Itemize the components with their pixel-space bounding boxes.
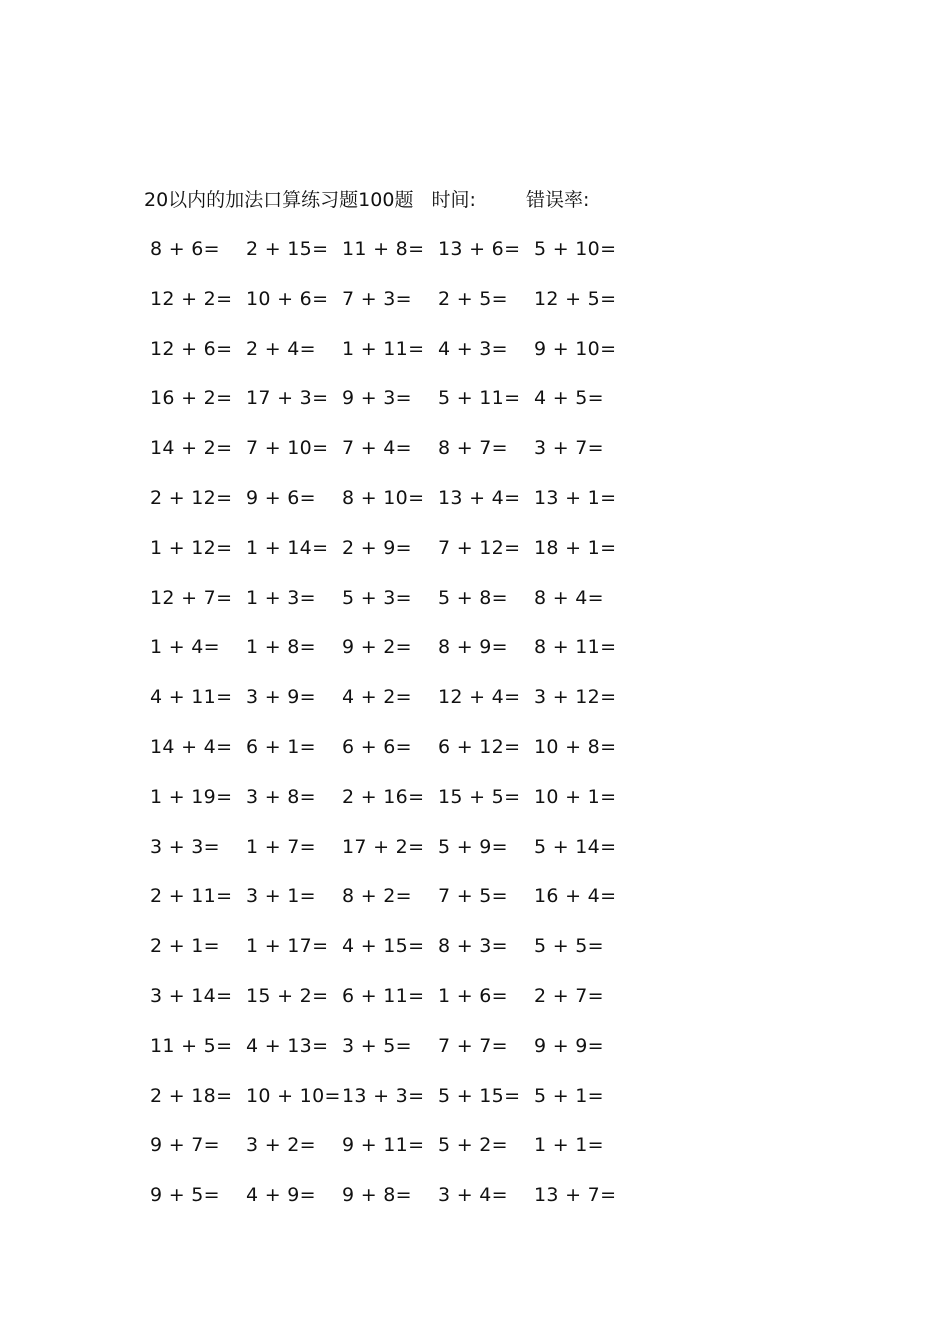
- problem-item: 8 + 9=: [438, 636, 508, 659]
- problem-item: 16 + 2=: [150, 387, 233, 410]
- problem-item: 10 + 10=: [246, 1084, 341, 1107]
- problem-item: 12 + 7=: [150, 586, 233, 609]
- problem-item: 9 + 9=: [534, 1034, 604, 1057]
- problem-item: 2 + 18=: [150, 1084, 233, 1107]
- problem-item: 3 + 2=: [246, 1134, 316, 1157]
- problem-row: [150, 730, 630, 780]
- problem-item: 12 + 6=: [150, 337, 233, 360]
- problem-item: 16 + 4=: [534, 885, 617, 908]
- problem-item: 1 + 3=: [246, 586, 316, 609]
- problem-item: 1 + 7=: [246, 835, 316, 858]
- problem-item: 2 + 4=: [246, 337, 316, 360]
- problem-item: 7 + 7=: [438, 1034, 508, 1057]
- problem-item: 2 + 7=: [534, 984, 604, 1007]
- problem-item: 1 + 12=: [150, 536, 233, 559]
- problem-item: 4 + 3=: [438, 337, 508, 360]
- problem-item: 5 + 9=: [438, 835, 508, 858]
- worksheet-title: 20以内的加法口算练习题100题: [144, 189, 414, 211]
- problem-item: 9 + 10=: [534, 337, 617, 360]
- problem-item: 8 + 2=: [342, 885, 412, 908]
- problem-item: 7 + 10=: [246, 437, 329, 460]
- problem-item: 1 + 17=: [246, 935, 329, 958]
- problem-item: 15 + 5=: [438, 785, 521, 808]
- problem-item: 7 + 3=: [342, 287, 412, 310]
- problem-item: 5 + 8=: [438, 586, 508, 609]
- problem-item: 5 + 5=: [534, 935, 604, 958]
- problem-item: 8 + 7=: [438, 437, 508, 460]
- problem-row: [150, 630, 630, 680]
- problem-item: 7 + 4=: [342, 437, 412, 460]
- problem-row: [150, 680, 630, 730]
- problem-item: 9 + 8=: [342, 1184, 412, 1207]
- problem-item: 5 + 10=: [534, 238, 617, 260]
- problem-item: 12 + 4=: [438, 686, 521, 709]
- problem-row: [150, 232, 630, 282]
- problem-item: 10 + 6=: [246, 287, 329, 310]
- problem-item: 8 + 6=: [150, 238, 220, 260]
- problem-row: [150, 1128, 630, 1178]
- problem-item: 3 + 12=: [534, 686, 617, 709]
- problem-item: 4 + 2=: [342, 686, 412, 709]
- problem-item: 2 + 9=: [342, 536, 412, 559]
- problem-item: 2 + 11=: [150, 885, 233, 908]
- problem-item: 4 + 11=: [150, 686, 233, 709]
- problem-item: 3 + 8=: [246, 785, 316, 808]
- problem-item: 13 + 7=: [534, 1184, 617, 1207]
- problem-item: 9 + 7=: [150, 1134, 220, 1157]
- problem-item: 5 + 1=: [534, 1084, 604, 1107]
- problem-item: 13 + 1=: [534, 486, 617, 509]
- problem-row: [150, 431, 630, 481]
- problem-item: 3 + 7=: [534, 437, 604, 460]
- problem-item: 9 + 5=: [150, 1184, 220, 1207]
- worksheet-header: [144, 186, 589, 214]
- problem-item: 3 + 14=: [150, 984, 233, 1007]
- problem-item: 15 + 2=: [246, 984, 329, 1007]
- problem-row: [150, 332, 630, 382]
- problem-item: 1 + 1=: [534, 1134, 604, 1157]
- problem-item: 13 + 6=: [438, 238, 521, 260]
- problem-item: 2 + 16=: [342, 785, 425, 808]
- problem-item: 3 + 3=: [150, 835, 220, 858]
- problem-row: [150, 830, 630, 880]
- problem-item: 8 + 3=: [438, 935, 508, 958]
- problem-row: [150, 581, 630, 631]
- problem-item: 8 + 4=: [534, 586, 604, 609]
- problem-row: [150, 979, 630, 1029]
- problem-item: 3 + 4=: [438, 1184, 508, 1207]
- problem-row: [150, 929, 630, 979]
- problem-item: 3 + 1=: [246, 885, 316, 908]
- error-rate-label: 错误率:: [525, 189, 590, 211]
- problem-row: [150, 282, 630, 332]
- problem-item: 10 + 1=: [534, 785, 617, 808]
- problem-item: 11 + 5=: [150, 1034, 233, 1057]
- problem-row: [150, 780, 630, 830]
- problem-item: 10 + 8=: [534, 735, 617, 758]
- problem-row: [150, 879, 630, 929]
- time-label: 时间:: [431, 189, 476, 211]
- problem-item: 2 + 5=: [438, 287, 508, 310]
- problem-item: 6 + 11=: [342, 984, 425, 1007]
- problem-row: [150, 531, 630, 581]
- problem-item: 1 + 8=: [246, 636, 316, 659]
- problem-item: 4 + 13=: [246, 1034, 329, 1057]
- problem-row: [150, 1178, 630, 1228]
- problem-item: 7 + 5=: [438, 885, 508, 908]
- problem-item: 1 + 11=: [342, 337, 425, 360]
- problem-item: 4 + 5=: [534, 387, 604, 410]
- problem-item: 6 + 1=: [246, 735, 316, 758]
- problem-item: 14 + 4=: [150, 735, 233, 758]
- problem-item: 5 + 2=: [438, 1134, 508, 1157]
- problem-item: 1 + 4=: [150, 636, 220, 659]
- problem-item: 3 + 5=: [342, 1034, 412, 1057]
- problem-item: 14 + 2=: [150, 437, 233, 460]
- problem-item: 1 + 6=: [438, 984, 508, 1007]
- problem-item: 9 + 6=: [246, 486, 316, 509]
- problem-item: 18 + 1=: [534, 536, 617, 559]
- problem-item: 5 + 14=: [534, 835, 617, 858]
- problem-item: 11 + 8=: [342, 238, 425, 260]
- problem-item: 6 + 6=: [342, 735, 412, 758]
- problem-item: 9 + 11=: [342, 1134, 425, 1157]
- problem-item: 17 + 2=: [342, 835, 425, 858]
- problem-item: 12 + 2=: [150, 287, 233, 310]
- problem-item: 2 + 12=: [150, 486, 233, 509]
- problem-item: 12 + 5=: [534, 287, 617, 310]
- problem-item: 3 + 9=: [246, 686, 316, 709]
- problem-item: 2 + 1=: [150, 935, 220, 958]
- problem-row: [150, 481, 630, 531]
- problem-item: 9 + 2=: [342, 636, 412, 659]
- problem-item: 5 + 3=: [342, 586, 412, 609]
- problem-item: 1 + 14=: [246, 536, 329, 559]
- problem-item: 8 + 11=: [534, 636, 617, 659]
- problem-item: 4 + 15=: [342, 935, 425, 958]
- problem-item: 17 + 3=: [246, 387, 329, 410]
- problem-item: 13 + 4=: [438, 486, 521, 509]
- problem-grid: [150, 232, 630, 1228]
- problem-item: 1 + 19=: [150, 785, 233, 808]
- problem-item: 5 + 11=: [438, 387, 521, 410]
- problem-row: [150, 1029, 630, 1079]
- problem-item: 4 + 9=: [246, 1184, 316, 1207]
- problem-row: [150, 1079, 630, 1129]
- problem-row: [150, 381, 630, 431]
- problem-item: 6 + 12=: [438, 735, 521, 758]
- problem-item: 2 + 15=: [246, 238, 329, 260]
- problem-item: 8 + 10=: [342, 486, 425, 509]
- problem-item: 13 + 3=: [342, 1084, 425, 1107]
- problem-item: 7 + 12=: [438, 536, 521, 559]
- problem-item: 9 + 3=: [342, 387, 412, 410]
- problem-item: 5 + 15=: [438, 1084, 521, 1107]
